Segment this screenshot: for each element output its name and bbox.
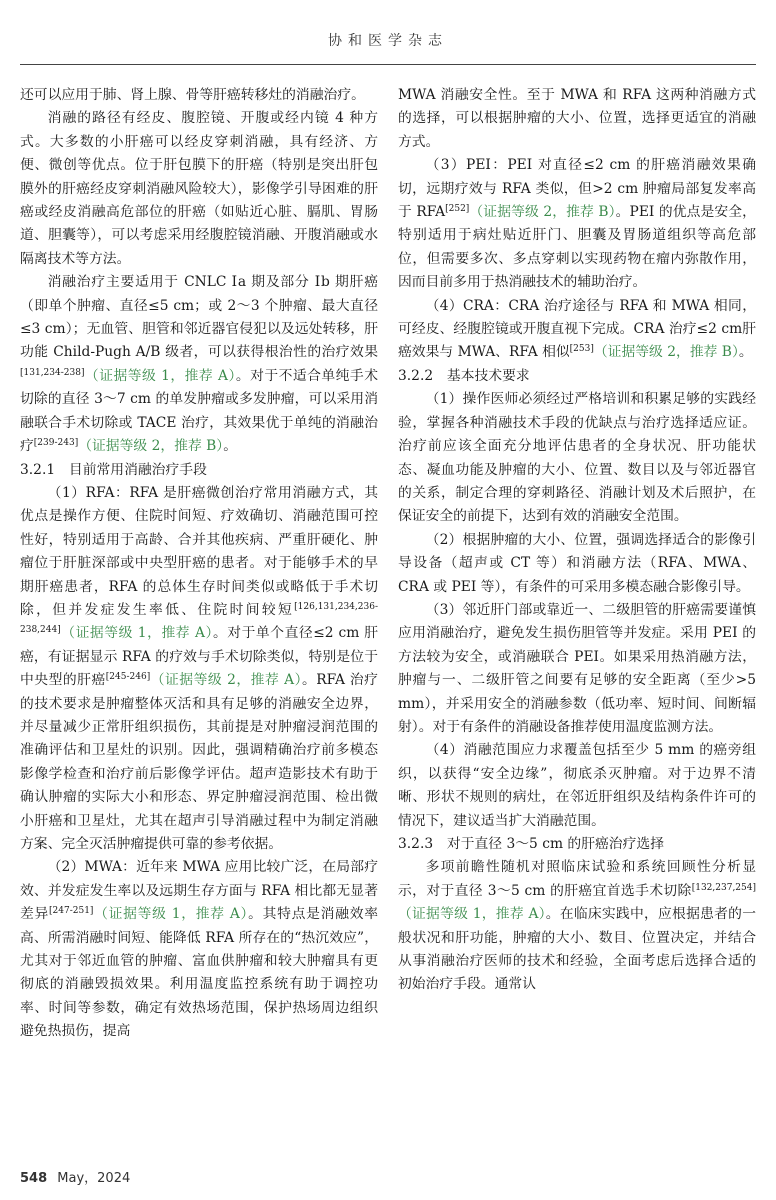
- section-heading: [398, 833, 756, 856]
- evidence-level: （证据等级 1，推荐 A）: [93, 906, 249, 923]
- journal-title: 协和医学杂志: [328, 33, 448, 49]
- text-run: 消融治疗主要适用于 CNLC Ⅰa 期及部分 Ⅰb 期肝癌（即单个肿瘤、直径≤5 cm；或 2～3 个肿瘤、最大直径≤3 cm）；无血管、胆管和邻近器官侵犯以及远处转移，肝功能 Child-Pugh A/B 级者，可以获得根治性的治疗效果: [20, 274, 378, 361]
- paragraph: [398, 739, 756, 833]
- citation-ref: [131,234-238]: [20, 367, 85, 378]
- text-run: （1）RFA：RFA 是肝癌微创治疗常用消融方式，其优点是操作方便、住院时间短、疗效确切、消融范围可控性好，特别适用于高龄、合并其他疾病、严重肝硬化、肿瘤位于肝脏深部或中央型肝癌的患者。对于能够手术的早期肝癌患者，RFA 的总体生存时间类似或略低于手术切除，但并发症发生率低、住院时间较短: [20, 484, 378, 618]
- left-column: [20, 84, 378, 1044]
- text-run: （3）邻近肝门部或靠近一、二级胆管的肝癌需要谨慎应用消融治疗，避免发生损伤胆管等并发症。采用 PEI 的方法较为安全，或消融联合 PEI。如果采用热消融方法，肿瘤与一、二级肝管之间要有足够的安全距离（至少>5 mm），并采用安全的消融参数（低功率、短时间、间断辐射）。对于有条件的消融设备推荐使用温度监测方法。: [398, 601, 756, 735]
- evidence-level: （证据等级 1，推荐 A）: [60, 625, 213, 642]
- evidence-level: （证据等级 1，推荐 A）: [398, 906, 546, 923]
- citation-ref: [253]: [569, 344, 594, 355]
- text-run: （2）MWA：近年来 MWA 应用比较广泛，在局部疗效、并发症发生率以及远期生存方面与 RFA 相比都无显著差异: [20, 859, 378, 923]
- text-run: （4）消融范围应力求覆盖包括至少 5 mm 的癌旁组织，以获得“安全边缘”，彻底杀灭肿瘤。对于边界不清晰、形状不规则的病灶，在邻近肝组织及结构条件许可的情况下，建议适当扩大消融范围。: [398, 742, 756, 829]
- header-divider: [20, 64, 756, 65]
- citation-ref: [245-246]: [105, 672, 151, 683]
- text-run: 。: [223, 438, 237, 455]
- evidence-level: （证据等级 2，推荐 B）: [593, 344, 739, 361]
- paragraph: [398, 295, 756, 365]
- citation-ref: [126,131,234,236-238,244]: [20, 601, 378, 636]
- citation-ref: [252]: [445, 204, 470, 215]
- citation-ref: [132,237,254]: [691, 882, 756, 893]
- evidence-level: （证据等级 2，推荐 B）: [78, 438, 224, 455]
- right-column: [398, 84, 756, 997]
- text-run: （2）根据肿瘤的大小、位置，强调选择适合的影像引导设备（超声或 CT 等）和消融方法（RFA、MWA、CRA 或 PEI 等），有条件的可采用多模态融合影像引导。: [398, 531, 756, 595]
- text-run: 。其特点是消融效率高、所需消融时间短、能降低 RFA 所存在的“热沉效应”，尤其对于邻近血管的肿瘤、富血供肿瘤和较大肿瘤具有更彻底的消融毁损效果。利用温度监控系统有助于调控功率、时间等参数，确定有效热场范围，保护热场周边组织避免热损伤，提高: [20, 906, 378, 1040]
- page-number: 548: [20, 1171, 48, 1186]
- paragraph: [20, 271, 378, 458]
- text-run: 。在临床实践中，应根据患者的一般状况和肝功能，肿瘤的大小、数目、位置决定，并结合从事消融治疗医师的技术和经验，全面考虑后选择合适的初始治疗手段。通常认: [398, 906, 756, 993]
- paragraph: [398, 599, 756, 739]
- text-run: 3.2.1 目前常用消融治疗手段: [20, 461, 207, 478]
- evidence-level: （证据等级 2，推荐 B）: [469, 204, 616, 221]
- text-run: 。RFA 治疗的技术要求是肿瘤整体灭活和具有足够的消融安全边界，并尽量减少正常肝组织损伤，其前提是对肿瘤浸润范围的准确评估和卫星灶的识别。因此，强调精确治疗前多模态影像学检查和治疗前后影像学评估。超声造影技术有助于确认肿瘤的实际大小和形态、界定肿瘤浸润范围、检出微小肝癌和卫星灶，尤其在超声引导消融过程中为制定消融方案、完全灭活肿瘤提供可靠的参考依据。: [20, 672, 378, 852]
- issue-date: May，2024: [57, 1171, 131, 1186]
- text-run: 还可以应用于肺、肾上腺、骨等肝癌转移灶的消融治疗。: [20, 87, 365, 103]
- text-run: （1）操作医师必须经过严格培训和积累足够的实践经验，掌握各种消融技术手段的优缺点与治疗选择适应证。治疗前应该全面充分地评估患者的全身状况、肝功能状态、凝血功能及肿瘤的大小、位置、数目以及与邻近器官的关系，制定合理的穿刺路径、消融计划及术后照护，在保证安全的前提下，达到有效的消融安全范围。: [398, 391, 756, 525]
- citation-ref: [239-243]: [33, 438, 79, 449]
- paragraph: [398, 84, 756, 154]
- paragraph: [398, 154, 756, 294]
- text-run: 。对于单个直径≤2 cm 肝癌，有证据显示 RFA 的疗效与手术切除类似，特别是位于中央型的肝癌: [20, 625, 378, 689]
- text-run: MWA 消融安全性。至于 MWA 和 RFA 这两种消融方式的选择，可以根据肿瘤的大小、位置，选择更适宜的消融方式。: [398, 87, 756, 150]
- page-footer: [20, 1167, 130, 1186]
- paragraph: [398, 856, 756, 996]
- paragraph: [20, 107, 378, 271]
- evidence-level: （证据等级 1，推荐 A）: [84, 367, 236, 384]
- page-header: [0, 0, 776, 66]
- text-run: 3.2.2 基本技术要求: [398, 367, 530, 384]
- evidence-level: （证据等级 2，推荐 A）: [150, 672, 302, 689]
- paragraph: [398, 388, 756, 528]
- text-run: 多项前瞻性随机对照临床试验和系统回顾性分析显示，对于直径 3～5 cm 的肝癌宜首选手术切除: [398, 859, 756, 899]
- text-run: （3）PEI：PEI 对直径≤2 cm 的肝癌消融效果确切，远期疗效与 RFA 类似，但>2 cm 肿瘤局部复发率高于 RFA: [398, 157, 756, 221]
- text-run: 。对于不适合单纯手术切除的直径 3～7 cm 的单发肿瘤或多发肿瘤，可以采用消融联合手术切除或 TACE 治疗，其效果优于单纯的消融治疗: [20, 367, 378, 455]
- paragraph: [20, 84, 378, 107]
- paragraph: [20, 856, 378, 1043]
- section-heading: [398, 365, 756, 388]
- citation-ref: [247-251]: [49, 906, 94, 917]
- text-run: 3.2.3 对于直径 3～5 cm 的肝癌治疗选择: [398, 836, 664, 852]
- section-heading: [20, 459, 378, 482]
- text-run: 。PEI 的优点是安全，特别适用于病灶贴近肝门、胆囊及胃肠道组织等高危部位，但需要多次、多点穿刺以实现药物在瘤内弥散作用，因而目前多用于热消融技术的辅助治疗。: [398, 204, 756, 291]
- text-run: 。: [738, 344, 753, 361]
- text-run: 消融的路径有经皮、腹腔镜、开腹或经内镜 4 种方式。大多数的小肝癌可以经皮穿刺消融，具有经济、方便、微创等优点。位于肝包膜下的肝癌（特别是突出肝包膜外的肝癌经皮穿刺消融风险较大），影像学引导困难的肝癌或经皮消融高危部位的肝癌（如贴近心脏、膈肌、胃肠道、胆囊等），可以考虑采用经腹腔镜消融、开腹消融或水隔离技术等方法。: [20, 110, 378, 267]
- paragraph: [398, 529, 756, 599]
- text-run: （4）CRA：CRA 治疗途径与 RFA 和 MWA 相同，可经皮、经腹腔镜或开腹直视下完成。CRA 治疗≤2 cm肝癌效果与 MWA、RFA 相似: [398, 297, 756, 361]
- paragraph: [20, 482, 378, 857]
